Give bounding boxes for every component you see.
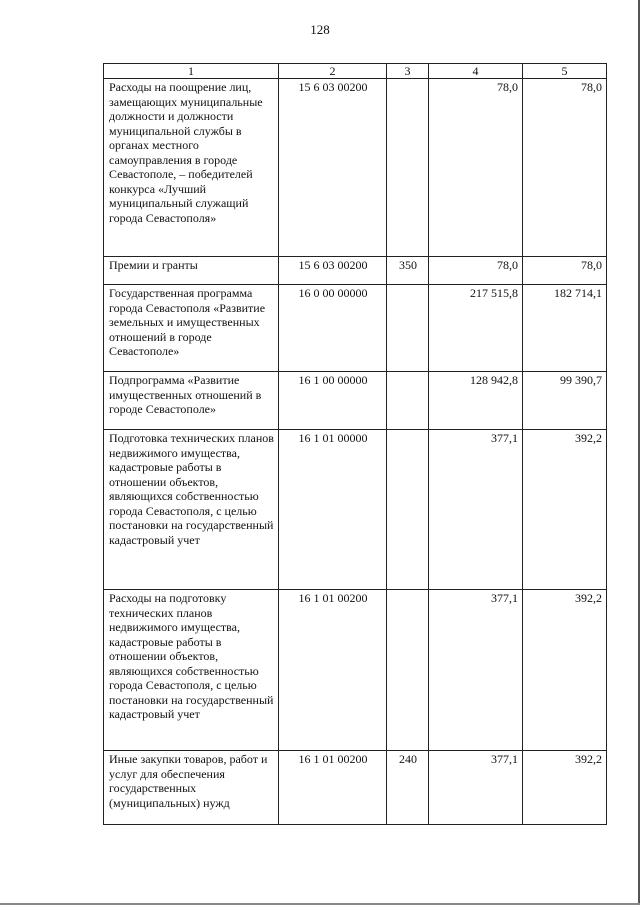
expense-type: 240 (387, 751, 429, 825)
item-name: Иные закупки товаров, работ и услуг для обеспечения государственных (муниципальных) нужд (104, 751, 279, 825)
page-number: 128 (310, 22, 330, 37)
amount-col4: 377,1 (429, 430, 523, 590)
expense-type: 350 (387, 257, 429, 285)
item-name: Государственная программа города Севастополя «Развитие земельных и имущественных отношений в городе Севастополе» (104, 285, 279, 372)
budget-code: 15 6 03 00200 (279, 257, 387, 285)
table-row (104, 590, 607, 751)
expense-type (387, 590, 429, 751)
table-row (104, 285, 607, 372)
amount-col4: 78,0 (429, 257, 523, 285)
item-name: Расходы на подготовку технических планов недвижимого имущества, кадастровые работы в отношении объектов, являющихся собственностью города Севастополя, с целью постановки на государственный кадастровый учет (104, 590, 279, 751)
expense-type (387, 285, 429, 372)
amount-col5: 392,2 (523, 430, 607, 590)
budget-table (103, 63, 607, 825)
column-header-4: 4 (429, 64, 523, 79)
budget-code: 16 1 00 00000 (279, 372, 387, 430)
column-header-1: 1 (104, 64, 279, 79)
table-row (104, 372, 607, 430)
table-row (104, 257, 607, 285)
item-name: Подготовка технических планов недвижимого имущества, кадастровые работы в отношении объектов, являющихся собственностью города Севастополя, с целью постановки на государственный кадастровый учет (104, 430, 279, 590)
column-header-2: 2 (279, 64, 387, 79)
budget-code: 16 1 01 00000 (279, 430, 387, 590)
amount-col5: 182 714,1 (523, 285, 607, 372)
amount-col4: 217 515,8 (429, 285, 523, 372)
amount-col5: 392,2 (523, 590, 607, 751)
table-row (104, 430, 607, 590)
budget-code: 16 1 01 00200 (279, 751, 387, 825)
amount-col4: 78,0 (429, 79, 523, 257)
budget-code: 16 1 01 00200 (279, 590, 387, 751)
amount-col5: 78,0 (523, 79, 607, 257)
amount-col5: 99 390,7 (523, 372, 607, 430)
amount-col4: 128 942,8 (429, 372, 523, 430)
table-row (104, 79, 607, 257)
amount-col4: 377,1 (429, 751, 523, 825)
item-name: Премии и гранты (104, 257, 279, 285)
amount-col5: 392,2 (523, 751, 607, 825)
table-header-row (104, 64, 607, 79)
amount-col4: 377,1 (429, 590, 523, 751)
item-name: Расходы на поощрение лиц, замещающих муниципальные должности и должности муниципальной службы в органах местного самоуправления в городе Севастополе, – победителей конкурса «Лучший муниципальный служащий города Севастополя» (104, 79, 279, 257)
expense-type (387, 372, 429, 430)
column-header-5: 5 (523, 64, 607, 79)
item-name: Подпрограмма «Развитие имущественных отношений в городе Севастополе» (104, 372, 279, 430)
expense-type (387, 79, 429, 257)
expense-type (387, 430, 429, 590)
amount-col5: 78,0 (523, 257, 607, 285)
budget-code: 16 0 00 00000 (279, 285, 387, 372)
budget-code: 15 6 03 00200 (279, 79, 387, 257)
column-header-3: 3 (387, 64, 429, 79)
table-row (104, 751, 607, 825)
